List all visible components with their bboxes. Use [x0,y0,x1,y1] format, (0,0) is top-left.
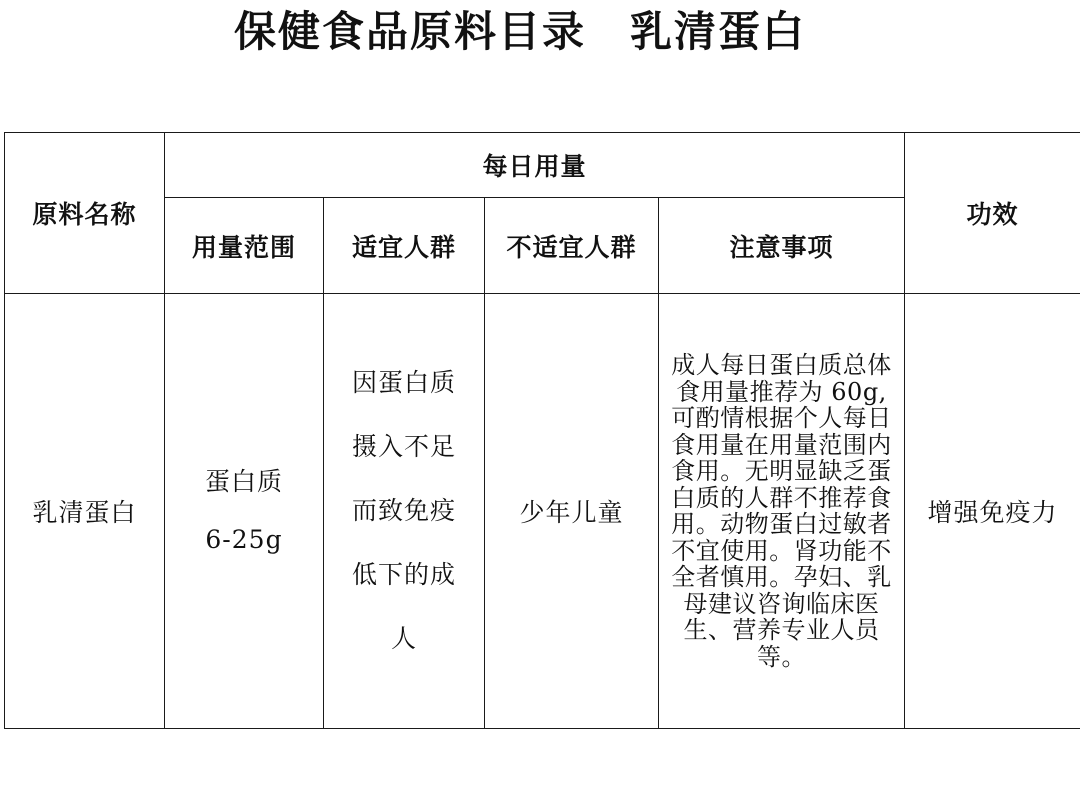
dose-substance: 蛋白质 [204,467,283,496]
suitable-population-text: 因蛋白质摄入不足而致免疫低下的成人 [351,368,456,653]
precautions-text: 成人每日蛋白质总体食用量推荐为 60g,可酌情根据个人每日食用量在用量范围内食用。无明显缺乏蛋白质的人群不推荐食用。动物蛋白过敏者不宜使用。肾功能不全者慎用。孕妇、乳母建议咨询临床医生、营养专业人员等。 [671,351,892,671]
header-dose-range: 用量范围 [165,198,324,294]
header-row-group [5,133,1080,198]
header-precautions: 注意事项 [659,198,905,294]
cell-precautions [659,294,905,729]
header-material-name: 原料名称 [5,133,165,294]
header-unsuitable-population: 不适宜人群 [485,198,659,294]
header-suitable-population: 适宜人群 [324,198,485,294]
cell-efficacy: 增强免疫力 [905,294,1080,729]
cell-unsuitable-population: 少年儿童 [485,294,659,729]
header-efficacy: 功效 [905,133,1080,294]
raw-material-table [4,132,1080,729]
cell-material-name: 乳清蛋白 [5,294,165,729]
header-daily-dose: 每日用量 [165,133,905,198]
cell-dose-range [165,294,324,729]
dose-amount: 6-25g [205,525,283,554]
cell-suitable-population [324,294,485,729]
document-title: 保健食品原料目录 乳清蛋白 [233,7,806,56]
table-row [5,294,1080,729]
